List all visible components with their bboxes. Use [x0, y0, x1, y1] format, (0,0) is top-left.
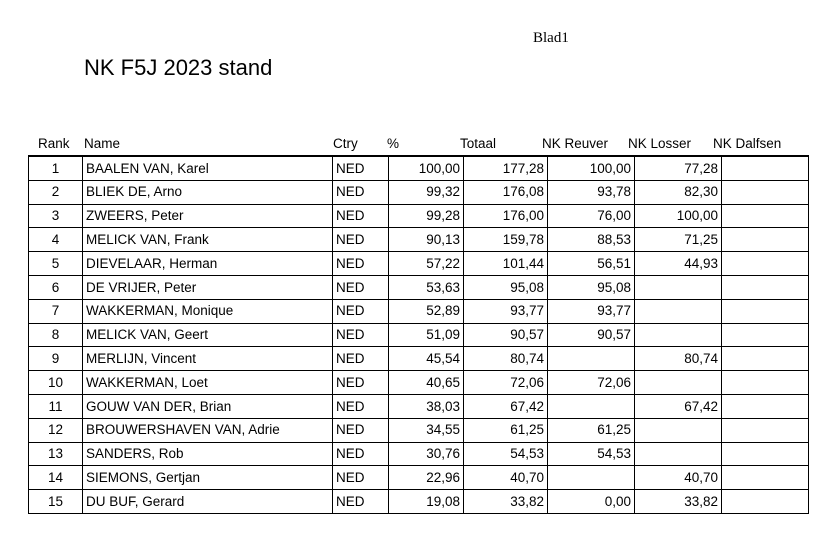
nk-reuver-cell: 93,77: [548, 299, 635, 323]
nk-losser-cell: 100,00: [635, 204, 722, 228]
nk-losser-cell: 82,30: [635, 180, 722, 204]
nk-losser-cell: [635, 323, 722, 347]
percent-cell: 99,28: [389, 204, 464, 228]
header-percent: %: [387, 136, 400, 151]
nk-losser-cell: [635, 275, 722, 299]
total-cell: 176,00: [464, 204, 548, 228]
nk-losser-cell: 40,70: [635, 466, 722, 490]
nk-losser-cell: 71,25: [635, 228, 722, 252]
country-cell: NED: [333, 275, 389, 299]
country-cell: NED: [333, 466, 389, 490]
table-row: [29, 394, 809, 418]
total-cell: 159,78: [464, 228, 548, 252]
rank-cell: 10: [29, 371, 83, 395]
rank-cell: 4: [29, 228, 83, 252]
table-row: [29, 204, 809, 228]
country-cell: NED: [333, 371, 389, 395]
total-cell: 95,08: [464, 275, 548, 299]
table-row: [29, 228, 809, 252]
total-cell: 40,70: [464, 466, 548, 490]
name-cell: WAKKERMAN, Monique: [83, 299, 333, 323]
country-cell: NED: [333, 180, 389, 204]
nk-losser-cell: [635, 299, 722, 323]
name-cell: DIEVELAAR, Herman: [83, 252, 333, 276]
name-cell: BAALEN VAN, Karel: [83, 156, 333, 180]
name-cell: ZWEERS, Peter: [83, 204, 333, 228]
header-total: Totaal: [460, 136, 497, 151]
country-cell: NED: [333, 442, 389, 466]
country-cell: NED: [333, 418, 389, 442]
name-cell: SIEMONS, Gertjan: [83, 466, 333, 490]
standings-body: [29, 156, 809, 513]
rank-cell: 2: [29, 180, 83, 204]
nk-losser-cell: [635, 442, 722, 466]
header-nk-reuver: NK Reuver: [542, 136, 609, 151]
nk-dalfsen-cell: [722, 371, 809, 395]
nk-losser-cell: 77,28: [635, 156, 722, 180]
nk-reuver-cell: 95,08: [548, 275, 635, 299]
name-cell: MERLIJN, Vincent: [83, 347, 333, 371]
percent-cell: 100,00: [389, 156, 464, 180]
country-cell: NED: [333, 299, 389, 323]
name-cell: DU BUF, Gerard: [83, 490, 333, 514]
country-cell: NED: [333, 347, 389, 371]
nk-reuver-cell: [548, 394, 635, 418]
name-cell: MELICK VAN, Geert: [83, 323, 333, 347]
percent-cell: 45,54: [389, 347, 464, 371]
rank-cell: 15: [29, 490, 83, 514]
nk-dalfsen-cell: [722, 442, 809, 466]
country-cell: NED: [333, 252, 389, 276]
percent-cell: 99,32: [389, 180, 464, 204]
nk-dalfsen-cell: [722, 180, 809, 204]
nk-reuver-cell: 0,00: [548, 490, 635, 514]
total-cell: 177,28: [464, 156, 548, 180]
table-row: [29, 275, 809, 299]
percent-cell: 34,55: [389, 418, 464, 442]
nk-dalfsen-cell: [722, 156, 809, 180]
nk-reuver-cell: 100,00: [548, 156, 635, 180]
total-cell: 176,08: [464, 180, 548, 204]
header-name: Name: [84, 136, 121, 151]
rank-cell: 11: [29, 394, 83, 418]
country-cell: NED: [333, 490, 389, 514]
total-cell: 33,82: [464, 490, 548, 514]
table-row: [29, 156, 809, 180]
percent-cell: 30,76: [389, 442, 464, 466]
nk-reuver-cell: [548, 347, 635, 371]
percent-cell: 38,03: [389, 394, 464, 418]
table-row: [29, 418, 809, 442]
rank-cell: 9: [29, 347, 83, 371]
percent-cell: 19,08: [389, 490, 464, 514]
header-nk-losser: NK Losser: [628, 136, 692, 151]
total-cell: 80,74: [464, 347, 548, 371]
rank-cell: 14: [29, 466, 83, 490]
percent-cell: 53,63: [389, 275, 464, 299]
nk-losser-cell: [635, 418, 722, 442]
total-cell: 93,77: [464, 299, 548, 323]
total-cell: 67,42: [464, 394, 548, 418]
page-title: NK F5J 2023 stand: [84, 55, 273, 80]
percent-cell: 52,89: [389, 299, 464, 323]
table-row: [29, 466, 809, 490]
nk-losser-cell: 33,82: [635, 490, 722, 514]
total-cell: 61,25: [464, 418, 548, 442]
rank-cell: 13: [29, 442, 83, 466]
nk-dalfsen-cell: [722, 490, 809, 514]
total-cell: 101,44: [464, 252, 548, 276]
percent-cell: 57,22: [389, 252, 464, 276]
nk-reuver-cell: 61,25: [548, 418, 635, 442]
name-cell: SANDERS, Rob: [83, 442, 333, 466]
percent-cell: 22,96: [389, 466, 464, 490]
nk-reuver-cell: 88,53: [548, 228, 635, 252]
nk-reuver-cell: 72,06: [548, 371, 635, 395]
nk-reuver-cell: 93,78: [548, 180, 635, 204]
nk-dalfsen-cell: [722, 323, 809, 347]
table-row: [29, 180, 809, 204]
name-cell: WAKKERMAN, Loet: [83, 371, 333, 395]
nk-reuver-cell: 90,57: [548, 323, 635, 347]
nk-dalfsen-cell: [722, 347, 809, 371]
country-cell: NED: [333, 204, 389, 228]
total-cell: 90,57: [464, 323, 548, 347]
nk-reuver-cell: 54,53: [548, 442, 635, 466]
header-rank: Rank: [38, 136, 70, 151]
name-cell: BLIEK DE, Arno: [83, 180, 333, 204]
table-row: [29, 323, 809, 347]
nk-dalfsen-cell: [722, 275, 809, 299]
rank-cell: 6: [29, 275, 83, 299]
nk-dalfsen-cell: [722, 252, 809, 276]
name-cell: MELICK VAN, Frank: [83, 228, 333, 252]
rank-cell: 5: [29, 252, 83, 276]
percent-cell: 40,65: [389, 371, 464, 395]
nk-losser-cell: 67,42: [635, 394, 722, 418]
rank-cell: 7: [29, 299, 83, 323]
name-cell: DE VRIJER, Peter: [83, 275, 333, 299]
total-cell: 54,53: [464, 442, 548, 466]
nk-dalfsen-cell: [722, 394, 809, 418]
country-cell: NED: [333, 156, 389, 180]
rank-cell: 3: [29, 204, 83, 228]
country-cell: NED: [333, 228, 389, 252]
percent-cell: 90,13: [389, 228, 464, 252]
country-cell: NED: [333, 394, 389, 418]
country-cell: NED: [333, 323, 389, 347]
nk-dalfsen-cell: [722, 299, 809, 323]
percent-cell: 51,09: [389, 323, 464, 347]
nk-reuver-cell: 76,00: [548, 204, 635, 228]
nk-dalfsen-cell: [722, 228, 809, 252]
name-cell: BROUWERSHAVEN VAN, Adrie: [83, 418, 333, 442]
nk-dalfsen-cell: [722, 418, 809, 442]
table-row: [29, 442, 809, 466]
table-row: [29, 252, 809, 276]
table-row: [29, 347, 809, 371]
table-row: [29, 371, 809, 395]
rank-cell: 8: [29, 323, 83, 347]
rank-cell: 12: [29, 418, 83, 442]
nk-dalfsen-cell: [722, 204, 809, 228]
header-ctry: Ctry: [333, 136, 358, 151]
nk-dalfsen-cell: [722, 466, 809, 490]
rank-cell: 1: [29, 156, 83, 180]
table-row: [29, 490, 809, 514]
name-cell: GOUW VAN DER, Brian: [83, 394, 333, 418]
nk-losser-cell: [635, 371, 722, 395]
nk-reuver-cell: 56,51: [548, 252, 635, 276]
nk-reuver-cell: [548, 466, 635, 490]
table-row: [29, 299, 809, 323]
nk-losser-cell: 80,74: [635, 347, 722, 371]
header-nk-dalfsen: NK Dalfsen: [713, 136, 782, 151]
total-cell: 72,06: [464, 371, 548, 395]
nk-losser-cell: 44,93: [635, 252, 722, 276]
standings-table: [28, 155, 809, 514]
sheet-name: Blad1: [533, 30, 569, 46]
